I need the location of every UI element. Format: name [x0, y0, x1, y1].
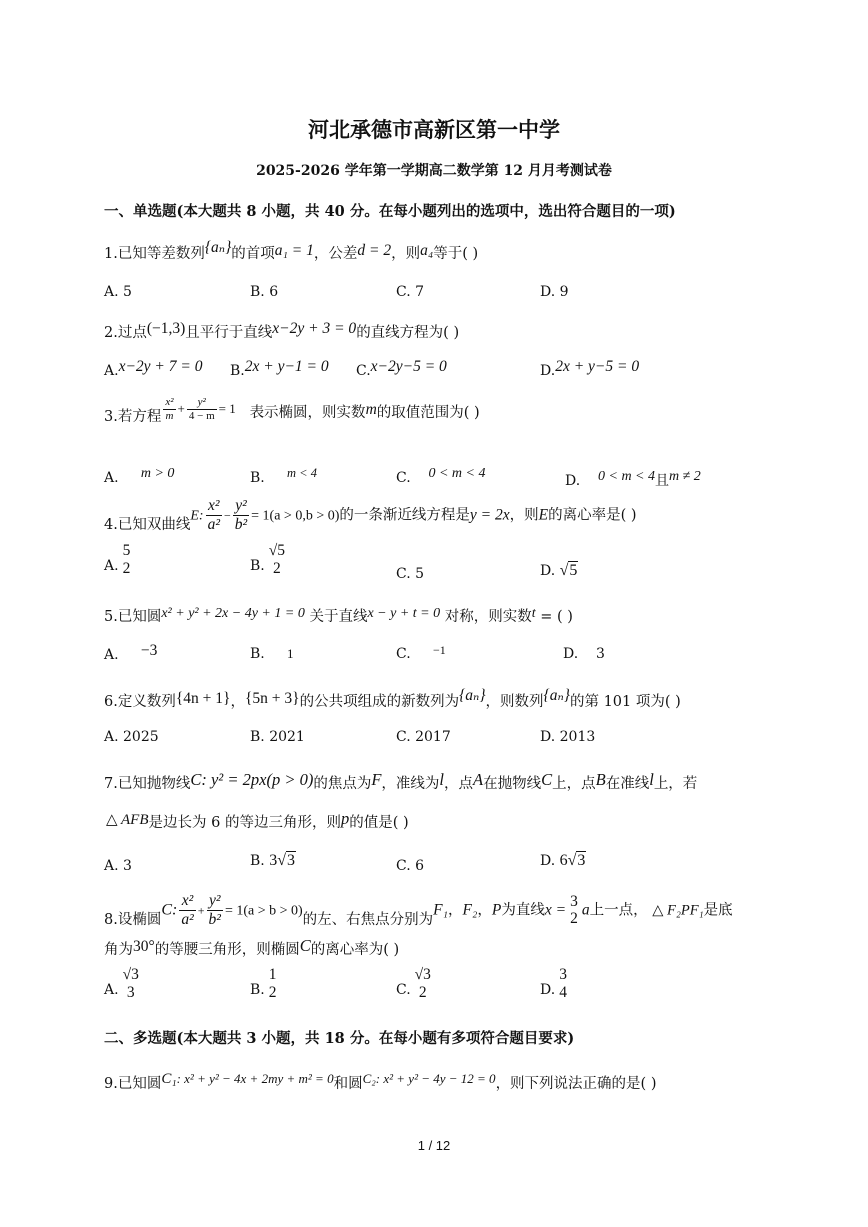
q7-option-d-expr: 6√3 — [559, 852, 586, 869]
q7-option-c — [396, 858, 424, 874]
q8-angle: 30° — [133, 938, 155, 955]
q7-B: B — [595, 770, 606, 789]
q1-seq: {aₙ} — [204, 239, 232, 256]
q3-option-c-expr: 0 < m < 4 — [428, 466, 486, 481]
q2-suffix: 的直线方程为( ) — [356, 325, 460, 341]
q4-option-b-letter: B. — [250, 557, 265, 574]
q8-line2-prefix: 角为 — [104, 942, 133, 958]
q2-line: x−2y + 3 = 0 — [272, 320, 357, 337]
q8-a: a — [581, 901, 590, 919]
q8-option-d-letter: D. — [540, 981, 556, 998]
q1-option-d: D. 9 — [540, 284, 569, 300]
q1-option-b: B. 6 — [250, 284, 279, 300]
q3-f2-num: y² — [187, 396, 217, 410]
q4-option-d-letter: D. — [540, 563, 556, 579]
q6-option-d: D. 2013 — [540, 729, 596, 745]
q3-eq: = 1 — [218, 401, 236, 417]
q4-f1-num: x² — [206, 497, 222, 516]
question-4 — [104, 497, 637, 534]
q7-option-b — [250, 852, 296, 870]
q7-option-b-coef: 3 — [269, 852, 278, 869]
q4-fraction-x — [206, 497, 222, 534]
q5-option-a-letter: A. — [104, 647, 119, 663]
q4-rest: = 1(a > 0,b > 0) — [251, 508, 340, 524]
q5-option-b — [250, 646, 294, 662]
q1-option-c: C. 7 — [396, 284, 425, 300]
q8-option-b-num: 1 — [268, 966, 277, 983]
q8-f2-num: y² — [207, 892, 223, 911]
q7-option-d-radicand: 3 — [577, 852, 586, 869]
question-7-line-2 — [106, 811, 409, 832]
q8-option-c-num: √3 — [414, 966, 431, 983]
q7-A: A — [473, 770, 484, 789]
q7-mid5: 上，点 — [552, 776, 596, 792]
q5-option-d — [563, 646, 605, 662]
q8-suffix: 是底 — [703, 902, 733, 919]
q8-option-d-den: 4 — [559, 983, 567, 1001]
q7-option-d-coef: 6 — [559, 852, 568, 869]
q1-option-a: A. 5 — [104, 284, 132, 300]
q4-f1-den: a² — [207, 515, 220, 533]
q8-triangle: △ F₂PF₁ — [652, 902, 704, 919]
q1-cond1: a₁ = 1 — [274, 242, 314, 259]
q4-option-c-letter: C. — [396, 566, 411, 582]
q2-option-d-letter: D. — [540, 363, 556, 379]
q8-option-c-den: 2 — [418, 983, 427, 1001]
q4-option-d-radicand: 5 — [569, 562, 578, 579]
q7-line2-suffix: 的值是( ) — [349, 815, 409, 831]
question-6 — [104, 687, 681, 711]
q4-option-c-value: 5 — [415, 566, 425, 582]
q5-option-d-expr: 3 — [596, 646, 605, 662]
q8-coef-frac — [568, 893, 580, 929]
q7-l2: l — [649, 770, 654, 789]
q7-option-c-letter: C. — [396, 858, 411, 874]
q8-prefix: 8.设椭圆 — [104, 911, 162, 928]
q6-suffix: 的第 101 项为( ) — [569, 694, 681, 710]
q7-prefix: 7.已知抛物线 — [104, 776, 191, 792]
q6-seq4: {aₙ} — [543, 687, 570, 704]
question-7-line-1 — [104, 772, 697, 793]
q7-mid2: ，准线为 — [381, 776, 440, 792]
q5-prefix: 5.已知圆 — [104, 609, 162, 625]
q8-coef-num: 3 — [570, 892, 578, 910]
q4-option-b-den: 2 — [273, 559, 281, 577]
q3-option-c — [396, 466, 486, 487]
q8-mid2: 为直线 — [501, 902, 545, 919]
q7-F: F — [371, 770, 382, 789]
question-2 — [104, 321, 459, 342]
q3-option-d-tail: 且 — [655, 473, 670, 489]
q4-mid: 的一条渐近线方程是 — [339, 507, 470, 524]
q5-option-b-letter: B. — [250, 646, 265, 662]
q7-option-a-letter: A. — [104, 858, 119, 874]
q7-option-d — [540, 852, 586, 870]
question-5 — [104, 605, 573, 626]
q5-option-c — [396, 643, 446, 662]
q5-mid: 关于直线 — [309, 609, 368, 625]
q3-option-d-expr: 0 < m < 4 — [598, 469, 656, 484]
page-number: 1 / 12 — [417, 1138, 451, 1153]
q7-option-b-letter: B. — [250, 853, 265, 869]
q1-prefix: 1.已知等差数列 — [104, 246, 205, 262]
document-subtitle: 2025-2026 学年第一学期高二数学第 12 月月考测试卷 — [256, 163, 612, 179]
q8-option-d-num: 3 — [559, 966, 567, 983]
q5-mid2: 对称，则实数 — [444, 609, 532, 625]
q3-option-b — [250, 466, 317, 486]
q2-prefix: 2.过点 — [104, 325, 147, 341]
q7-option-d-letter: D. — [540, 853, 556, 869]
q9-prefix: 9.已知圆 — [104, 1076, 162, 1092]
q5-option-c-expr: −1 — [432, 643, 446, 657]
q3-option-b-expr: m < 4 — [287, 466, 317, 480]
q7-line2-mid: 是边长为 6 的等边三角形，则 — [148, 815, 341, 831]
q7-curve: C: y² = 2px(p > 0) — [190, 770, 314, 789]
q8-option-d-frac — [557, 966, 569, 1002]
q6-option-b: B. 2021 — [250, 729, 305, 745]
q8-option-b-frac — [267, 966, 279, 1002]
q2-option-b-letter: B. — [230, 363, 245, 379]
q3-fraction-x — [163, 396, 175, 422]
q8-option-a-letter: A. — [104, 981, 119, 998]
q2-option-c-letter: C. — [356, 363, 371, 379]
q5-var: t — [531, 606, 536, 621]
q6-option-a: A. 2025 — [104, 729, 159, 745]
q8-f2-den: b² — [208, 910, 221, 928]
q6-mid2: ，则数列 — [485, 694, 544, 710]
q8-comma2: ， — [477, 902, 492, 919]
q9-c1: C₁ — [161, 1071, 177, 1087]
q8-F2: F₂ — [462, 901, 478, 919]
q6-prefix: 6.定义数列 — [104, 694, 176, 710]
q7-C: C — [541, 770, 553, 789]
q3-prefix: 3.若方程 — [104, 409, 162, 426]
q8-option-b — [250, 966, 281, 1008]
q8-option-b-letter: B. — [250, 981, 265, 998]
q4-option-a-letter: A. — [104, 557, 119, 574]
q7-option-b-radicand: 3 — [286, 852, 295, 869]
q4-option-a-frac — [121, 542, 133, 578]
q6-option-c: C. 2017 — [396, 729, 451, 745]
q1-mid2: ，公差 — [313, 246, 358, 262]
q8-mid: 的左、右焦点分别为 — [302, 911, 434, 928]
q4-option-d — [540, 562, 578, 580]
q2-option-c-expr: x−2y−5 = 0 — [370, 358, 447, 375]
q7-suffix: 上，若 — [653, 776, 698, 792]
q5-option-b-expr: 1 — [287, 646, 294, 661]
q3-option-a-letter: A. — [104, 470, 119, 486]
q8-option-d — [540, 966, 571, 1008]
q6-seq3: {aₙ} — [459, 687, 486, 704]
section-single-choice: 一、单选题(本大题共 8 小题，共 40 分。在每小题列出的选项中，选出符合题目的一项) — [104, 203, 676, 220]
q7-mid6: 在准线 — [605, 776, 650, 792]
q4-option-d-sqrt: √5 — [559, 562, 578, 579]
q8-fraction-x — [179, 892, 195, 929]
q6-seq2: {5n + 3} — [244, 690, 300, 707]
q7-mid3: ，点 — [444, 776, 474, 792]
q4-f2-den: b² — [234, 515, 248, 533]
q2-point: (−1,3) — [146, 320, 186, 337]
q7-mid4: 在抛物线 — [483, 776, 542, 792]
q8-fraction-y — [207, 892, 223, 929]
q3-option-d — [565, 470, 701, 490]
q4-option-b-num: √5 — [268, 542, 286, 559]
q8-option-c-letter: C. — [396, 981, 411, 998]
q9-c2-eq: : x² + y² − 4y − 12 = 0 — [375, 1071, 496, 1086]
q3-mid: 表示椭圆，则实数 — [249, 405, 366, 422]
question-1 — [104, 239, 479, 263]
q9-c1-eq: : x² + y² − 4x + 2my + m² = 0 — [176, 1071, 334, 1086]
q8-P: P — [491, 901, 502, 919]
q6-seq1: {4n + 1} — [175, 690, 231, 707]
q4-option-a — [104, 542, 134, 584]
q1-mid1: 的首项 — [231, 246, 275, 262]
q1-suffix: 等于( ) — [433, 246, 479, 262]
q3-option-a — [104, 466, 175, 487]
q5-line: x − y + t = 0 — [367, 606, 441, 621]
q3-option-c-letter: C. — [396, 470, 411, 486]
q8-coef-den: 2 — [570, 910, 578, 928]
q4-option-b-frac — [267, 542, 287, 578]
q4-option-a-num: 5 — [122, 542, 131, 559]
q8-option-a — [104, 966, 143, 1008]
q3-suffix: 的取值范围为( ) — [376, 405, 480, 422]
q2-option-a-expr: x−2y + 7 = 0 — [118, 358, 203, 375]
q3-f1-num: x² — [165, 396, 174, 408]
q6-mid: 的公共项组成的新数列为 — [299, 694, 460, 710]
q4-prefix: 4.已知双曲线 — [104, 516, 191, 533]
q9-suffix: ，则下列说法正确的是( ) — [495, 1076, 657, 1092]
question-3 — [104, 396, 480, 426]
q3-f2-den: 4 − m — [188, 409, 215, 422]
q2-option-c — [356, 358, 447, 380]
q7-l: l — [439, 770, 445, 789]
q1-mid3: ，则 — [391, 246, 421, 262]
q5-option-d-letter: D. — [563, 646, 579, 662]
q2-option-a — [104, 358, 203, 380]
q8-F1: F₁ — [433, 901, 449, 919]
q4-suffix: 的离心率是( ) — [548, 507, 637, 524]
q8-option-a-num: √3 — [122, 966, 139, 983]
q8-line2-mid: 的等腰三角形，则椭圆 — [154, 942, 300, 958]
section-multiple-choice: 二、多选题(本大题共 3 小题，共 18 分。在每小题有多项符合题目要求) — [104, 1030, 575, 1047]
q7-option-c-value: 6 — [415, 858, 425, 874]
q1-cond2: d = 2 — [357, 242, 392, 259]
q4-curve: E: — [190, 508, 204, 524]
q8-plus: + — [197, 903, 205, 918]
q3-option-d-letter: D. — [565, 473, 581, 489]
q2-option-b — [230, 358, 329, 380]
q8-f1-num: x² — [179, 892, 195, 911]
q7-option-b-expr: 3√3 — [269, 852, 295, 869]
q7-mid: 的焦点为 — [313, 776, 372, 792]
q4-f2-num: y² — [233, 497, 249, 516]
q4-mid2: ，则 — [509, 507, 539, 524]
q8-option-a-den: 3 — [126, 983, 135, 1001]
q9-mid: 和圆 — [333, 1076, 363, 1092]
q8-line2-suffix: 的离心率为( ) — [310, 942, 400, 958]
q3-option-d-expr2: m ≠ 2 — [669, 469, 701, 484]
question-8-line-2 — [104, 938, 399, 959]
document-title: 河北承德市高新区第一中学 — [308, 117, 560, 142]
q8-rest: = 1(a > b > 0) — [224, 903, 303, 919]
question-8-line-1 — [104, 892, 733, 929]
q8-comma: ， — [448, 902, 463, 919]
q3-f1-den: m — [165, 409, 174, 422]
q5-suffix: = ( ) — [540, 609, 573, 625]
q8-f1-den: a² — [181, 910, 194, 928]
q3-option-a-expr: m > 0 — [140, 466, 175, 481]
q8-mid3: 上一点， — [589, 902, 648, 919]
q7-p: p — [340, 809, 350, 828]
q8-option-a-frac — [121, 966, 141, 1002]
q4-option-a-den: 2 — [122, 559, 131, 577]
q4-option-b — [250, 542, 289, 584]
q5-circle: x² + y² + 2x − 4y + 1 = 0 — [161, 606, 305, 621]
q4-option-c — [396, 566, 424, 582]
question-9 — [104, 1072, 657, 1093]
q8-curve: C: — [161, 901, 178, 919]
q4-fraction-y — [233, 497, 249, 534]
q8-xeq: x = — [544, 901, 567, 919]
q7-triangle: △ AFB — [106, 812, 149, 828]
q6-sep: ， — [230, 694, 245, 710]
q7-option-a — [104, 858, 132, 874]
q8-option-c-frac — [413, 966, 433, 1002]
q9-c2: C₂ — [362, 1071, 376, 1086]
q2-mid: 且平行于直线 — [185, 325, 273, 341]
q8-C: C — [299, 936, 311, 955]
q7-option-a-value: 3 — [123, 858, 132, 874]
q4-var: E — [538, 506, 549, 524]
q5-option-a-expr: −3 — [140, 642, 158, 659]
q3-option-b-letter: B. — [250, 470, 265, 486]
q1-target: a₄ — [420, 242, 434, 259]
q4-minus: − — [223, 508, 231, 523]
q3-var: m — [365, 401, 377, 419]
q2-option-a-letter: A. — [104, 363, 119, 379]
q5-option-c-letter: C. — [396, 646, 411, 662]
q8-option-c — [396, 966, 435, 1008]
q3-fraction-y — [187, 396, 217, 422]
q2-option-b-expr: 2x + y−1 = 0 — [244, 358, 329, 375]
q8-option-b-den: 2 — [268, 983, 277, 1001]
q5-option-a — [104, 642, 158, 664]
q2-option-d-expr: 2x + y−5 = 0 — [555, 358, 640, 375]
q4-asym: y = 2x — [469, 506, 510, 524]
q3-plus: + — [177, 401, 185, 417]
q2-option-d — [540, 358, 640, 380]
